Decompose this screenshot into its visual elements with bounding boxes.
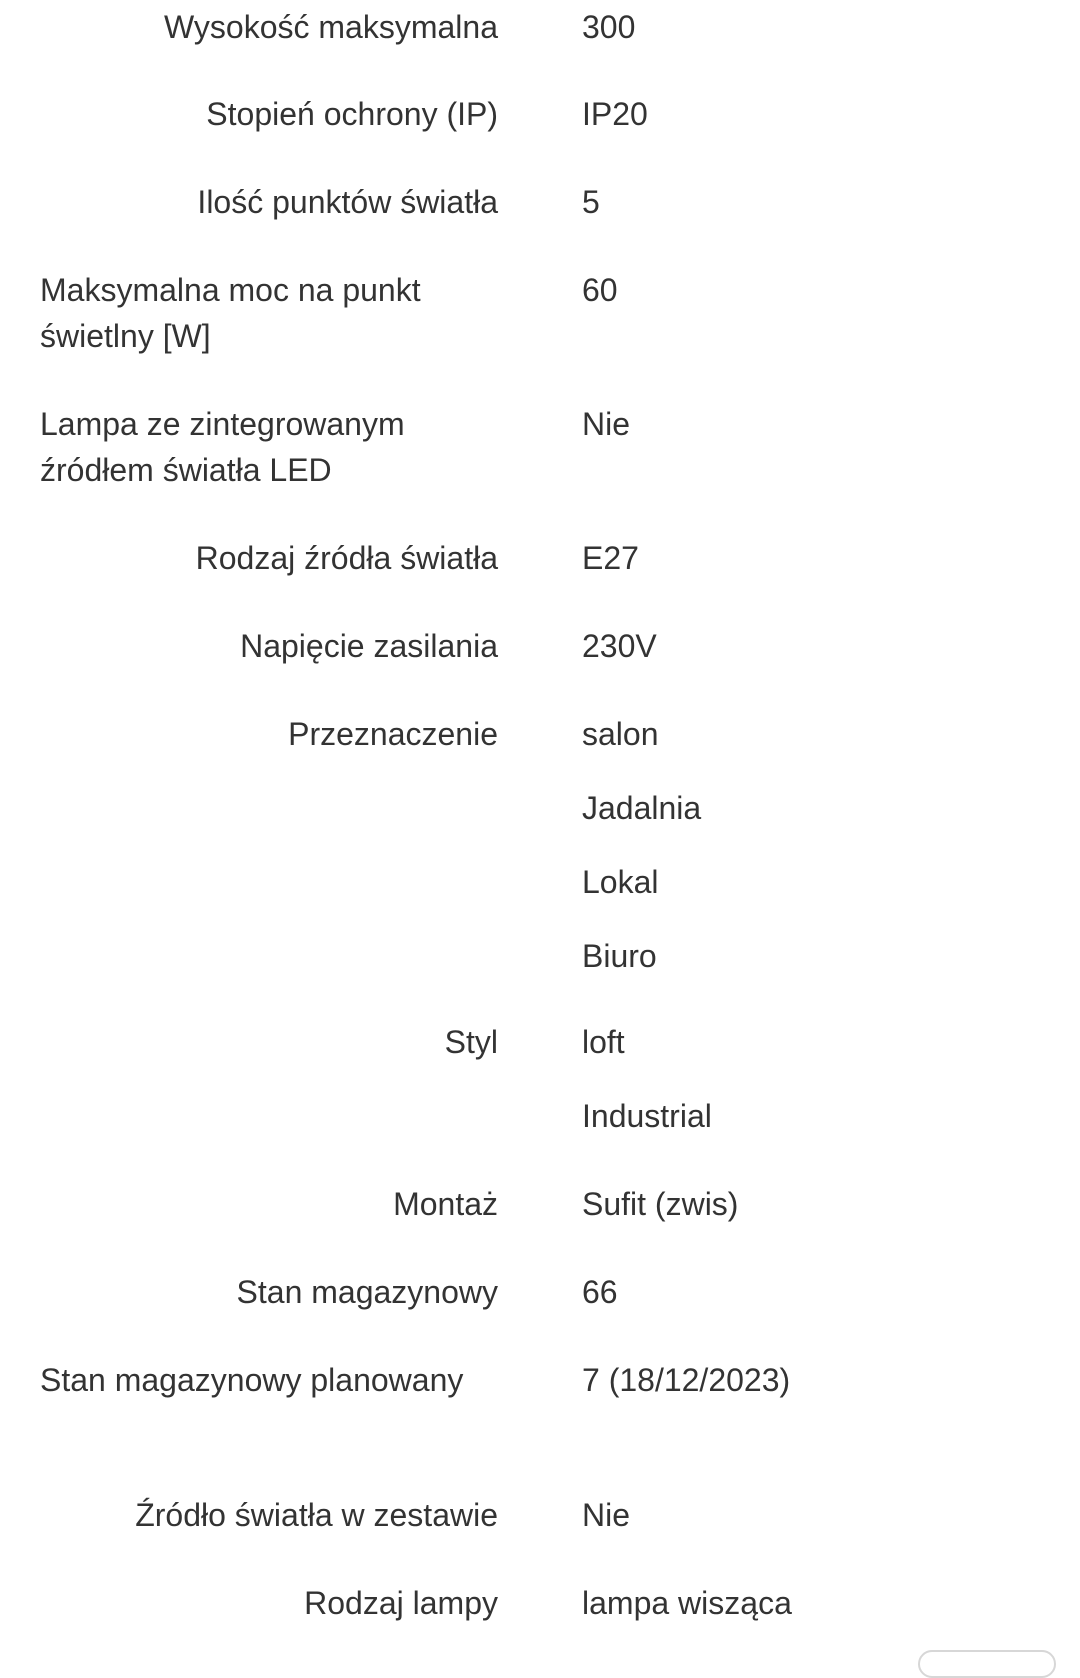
spec-value: 300 (582, 9, 636, 45)
spec-values (582, 179, 1042, 225)
spec-value: Industrial (582, 1098, 712, 1134)
spec-values (582, 1269, 1042, 1315)
spec-label: Stopień ochrony (IP) (206, 96, 498, 132)
spec-value: 230V (582, 628, 657, 664)
spec-value: lampa wisząca (582, 1585, 792, 1621)
spec-label: Napięcie zasilania (240, 628, 498, 664)
spec-values (582, 711, 1042, 979)
spec-values (582, 1357, 1042, 1403)
spec-value: E27 (582, 540, 639, 576)
spec-label: Wysokość maksymalna (163, 9, 498, 45)
partial-bottom-button[interactable] (918, 1650, 1056, 1678)
spec-values (582, 91, 1042, 137)
spec-label: Rodzaj lampy (304, 1585, 498, 1621)
spec-value: Nie (582, 406, 631, 442)
spec-value: Jadalnia (582, 790, 702, 826)
spec-label: Montaż (393, 1186, 498, 1222)
spec-value: loft (582, 1024, 625, 1060)
spec-label: Stan magazynowy (236, 1274, 498, 1310)
spec-value: Lokal (582, 864, 659, 900)
spec-label: Stan magazynowy planowany (40, 1362, 464, 1398)
spec-label: Styl (444, 1024, 498, 1060)
spec-value: Biuro (582, 938, 657, 974)
spec-label: Źródło światła w zestawie (135, 1497, 498, 1533)
spec-value: 60 (582, 272, 618, 308)
spec-values (582, 1019, 1042, 1139)
spec-value: Nie (582, 1497, 631, 1533)
spec-value: salon (582, 716, 659, 752)
spec-values (582, 1580, 1042, 1626)
spec-values (582, 1492, 1042, 1538)
spec-values (582, 623, 1042, 669)
spec-value: IP20 (582, 96, 648, 132)
spec-value: Sufit (zwis) (582, 1186, 739, 1222)
spec-values (582, 267, 1042, 313)
spec-label: Ilość punktów światła (197, 184, 498, 220)
spec-value: 5 (582, 184, 600, 220)
spec-values (582, 4, 1042, 50)
spec-label: Lampa ze zintegrowanym źródłem światła LED (40, 406, 405, 488)
spec-values (582, 401, 1042, 447)
spec-values (582, 535, 1042, 581)
spec-label: Przeznaczenie (288, 716, 498, 752)
spec-value: 66 (582, 1274, 618, 1310)
spec-values (582, 1181, 1042, 1227)
spec-value: 7 (18/12/2023) (582, 1362, 791, 1398)
spec-label: Maksymalna moc na punkt świetlny [W] (40, 272, 421, 354)
spec-label: Rodzaj źródła światła (195, 540, 498, 576)
